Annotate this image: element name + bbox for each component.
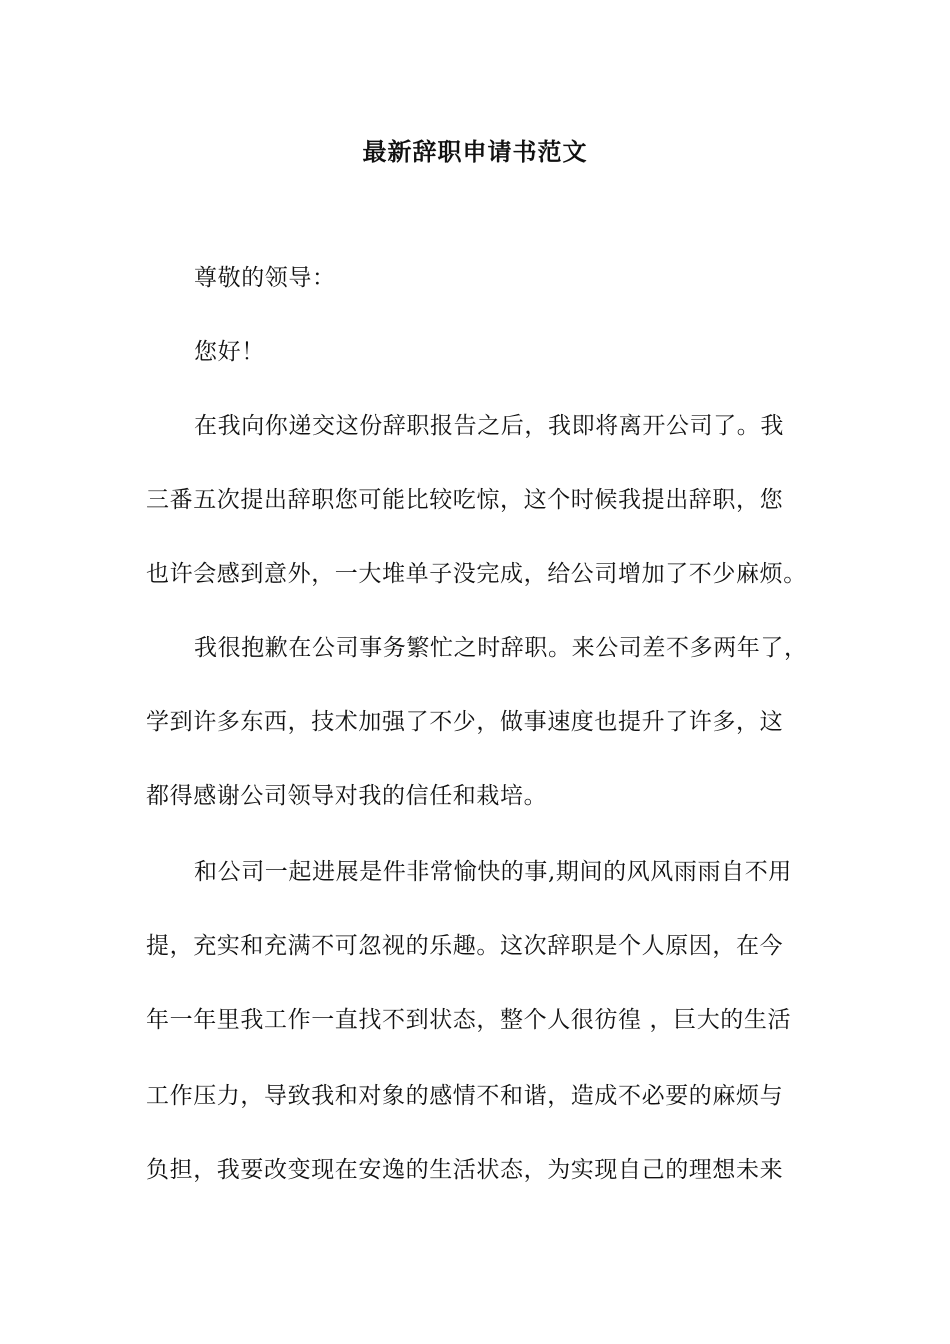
paragraph-2-line-3: 都得感谢公司领导对我的信任和栽培。 (146, 783, 548, 809)
paragraph-2-line-2: 学到许多东西，技术加强了不少，做事速度也提升了许多，这 (146, 709, 784, 735)
document-title: 最新辞职申请书范文 (362, 137, 588, 166)
greeting-line: 您好！ (194, 339, 265, 365)
paragraph-3-line-5: 负担，我要改变现在安逸的生活状态，为实现自己的理想未来 (146, 1157, 784, 1183)
paragraph-1-line-3: 也许会感到意外，一大堆单子没完成，给公司增加了不少麻烦。 (146, 561, 807, 587)
paragraph-1-line-2: 三番五次提出辞职您可能比较吃惊，这个时候我提出辞职，您 (146, 487, 784, 513)
paragraph-2-line-1: 我很抱歉在公司事务繁忙之时辞职。来公司差不多两年了， (194, 635, 808, 661)
paragraph-3-line-3: 年一年里我工作一直找不到状态，整个人很彷徨 ，巨大的生活 (146, 1007, 792, 1033)
paragraph-3-line-1: 和公司一起进展是件非常愉快的事,期间的风风雨雨自不用 (194, 859, 792, 885)
salutation-line: 尊敬的领导： (194, 265, 336, 291)
paragraph-1-line-1: 在我向你递交这份辞职报告之后，我即将离开公司了。我 (194, 413, 784, 439)
paragraph-3-line-4: 工作压力，导致我和对象的感情不和谐，造成不必要的麻烦与 (146, 1083, 784, 1109)
paragraph-3-line-2: 提，充实和充满不可忽视的乐趣。这次辞职是个人原因，在今 (146, 933, 784, 959)
